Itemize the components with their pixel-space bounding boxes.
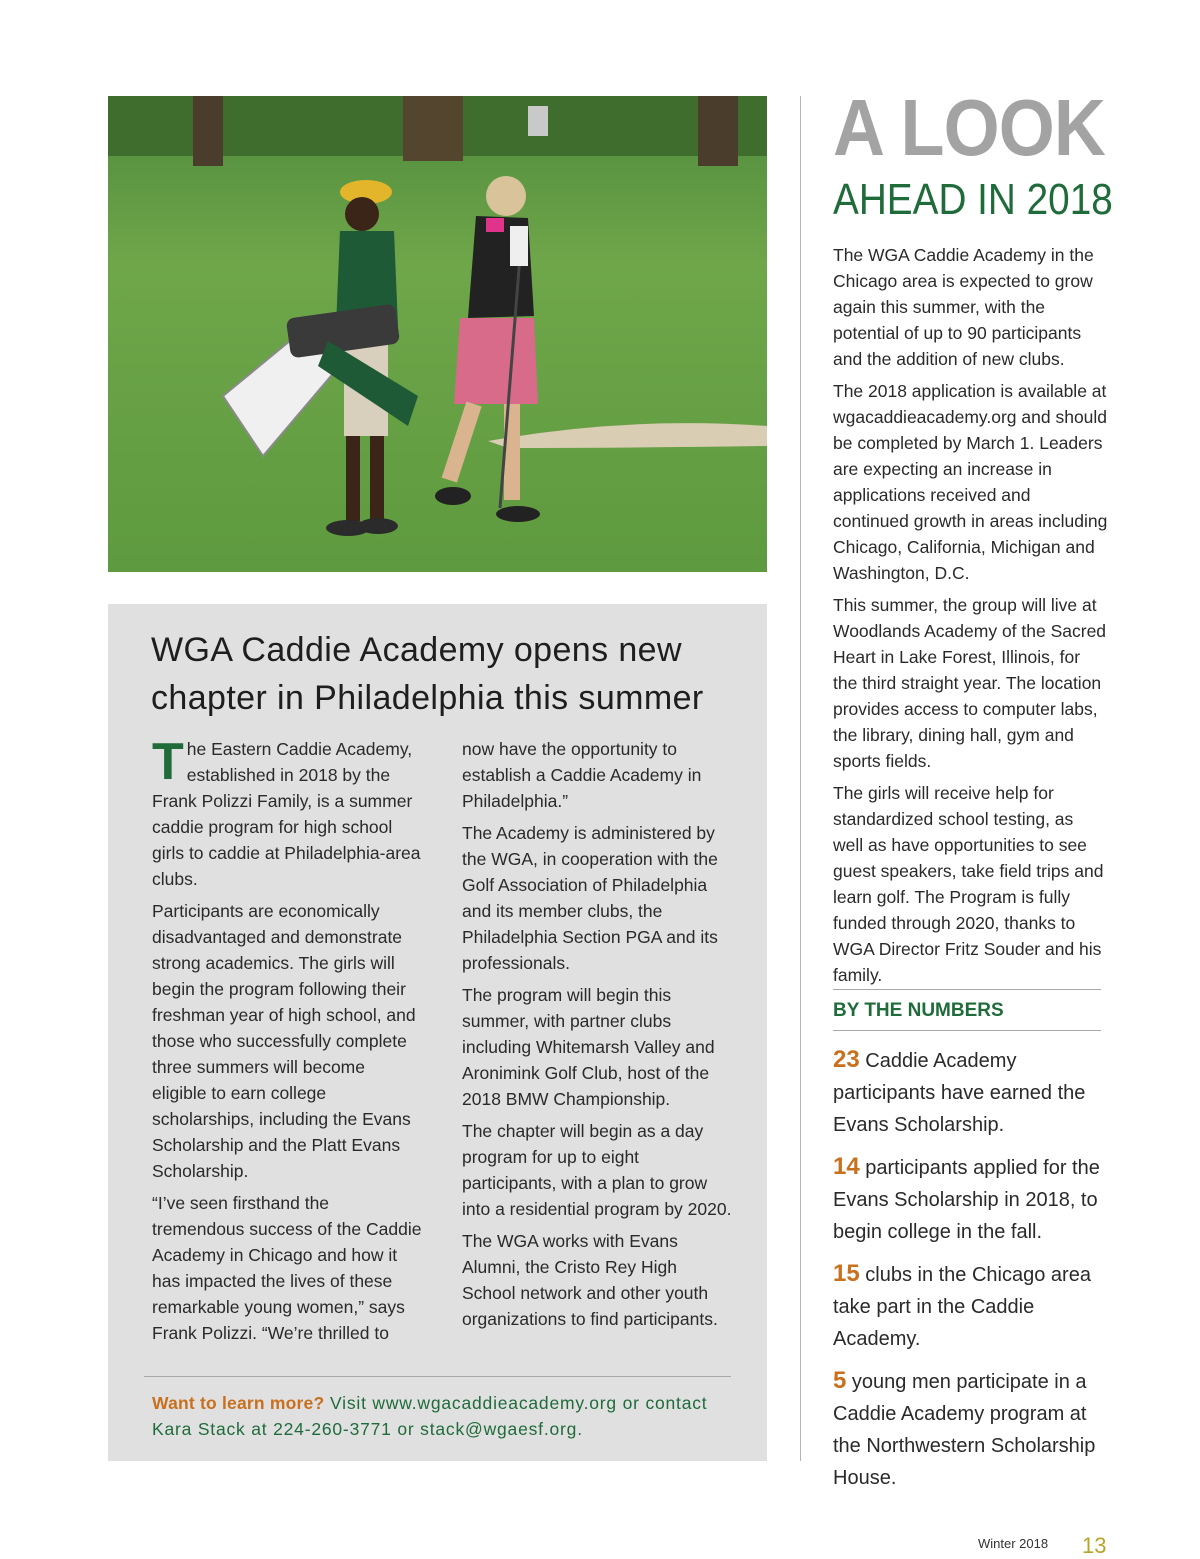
- stat-item: [833, 1044, 1108, 1141]
- sidebar-paragraph: The 2018 application is available at wgacaddieacademy.org and should be completed by March 1. Leaders are expecting an increase in applications received and continued growth in areas including Chicago, California, Michigan and Washington, D.C.: [833, 381, 1108, 583]
- story-paragraph: Participants are economically disadvantaged and demonstrate strong academics. The girls will begin the program following their freshman year of high school, and those who successfully complete three summers will become eligible to earn college scholarships, including the Evans Scholarship and the Platt Evans Scholarship.: [152, 901, 416, 1181]
- stat-value: 14: [833, 1153, 860, 1180]
- column-divider: [800, 96, 801, 1461]
- story-paragraph: The Academy is administered by the WGA, in cooperation with the Golf Association of Philadelphia and its member clubs, the Philadelphia Section PGA and its professionals.: [462, 823, 718, 973]
- sidebar-paragraph: This summer, the group will live at Woodlands Academy of the Sacred Heart in Lake Forest, Illinois, for the third straight year. The location provides access to computer labs, the library, dining hall, gym and sports fields.: [833, 595, 1107, 771]
- sidebar-subheading: AHEAD IN 2018: [833, 175, 1113, 224]
- stat-value: 15: [833, 1260, 860, 1287]
- story-box: [108, 604, 767, 1461]
- drop-cap: T: [152, 733, 184, 791]
- numbers-list: [833, 1044, 1108, 1504]
- story-paragraph: The WGA works with Evans Alumni, the Cristo Rey High School network and other youth organizations to find participants.: [462, 1231, 718, 1329]
- story-paragraph: The chapter will begin as a day program for up to eight participants, with a plan to grow into a residential program by 2020.: [462, 1121, 732, 1219]
- sidebar-paragraph: The WGA Caddie Academy in the Chicago area is expected to grow again this summer, with the potential of up to 90 participants and the addition of new clubs.: [833, 245, 1094, 369]
- story-column-1: [152, 733, 422, 1352]
- sidebar-paragraph: The girls will receive help for standardized school testing, as well as have opportunities to see guest speakers, take field trips and learn golf. The Program is fully funded through 2020, thanks to WGA Director Fritz Souder and his family.: [833, 783, 1104, 985]
- story-paragraph-text: he Eastern Caddie Academy, established in 2018 by the Frank Polizzi Family, is a summer caddie program for high school girls to caddie at Philadelphia-area clubs.: [152, 739, 421, 889]
- story-paragraph: The program will begin this summer, with partner clubs including Whitemarsh Valley and Aronimink Golf Club, host of the 2018 BMW Championship.: [462, 985, 715, 1109]
- story-title: WGA Caddie Academy opens new chapter in Philadelphia this summer: [151, 631, 704, 717]
- stat-text: clubs in the Chicago area take part in the Caddie Academy.: [833, 1264, 1091, 1350]
- learn-more-contact[interactable]: Visit www.wgacaddieacademy.org or contact Kara Stack at 224-260-3771 or stack@wgaesf.org.: [152, 1393, 708, 1439]
- sidebar: [833, 83, 1113, 994]
- sidebar-heading: A LOOK: [833, 83, 1105, 172]
- stat-item: [833, 1365, 1108, 1494]
- golf-photo: [108, 96, 767, 572]
- stat-text: Caddie Academy participants have earned the Evans Scholarship.: [833, 1050, 1086, 1136]
- stat-value: 23: [833, 1046, 860, 1073]
- sidebar-body: [833, 242, 1108, 988]
- stat-value: 5: [833, 1367, 847, 1394]
- divider: [144, 1376, 731, 1377]
- stat-item: [833, 1258, 1108, 1355]
- golf-photo-illustration: [108, 96, 767, 572]
- story-paragraph: “I’ve seen firsthand the tremendous success of the Caddie Academy in Chicago and how it has impacted the lives of these remarkable young women,” says Frank Polizzi. “We’re thrilled to: [152, 1193, 422, 1343]
- stat-text: young men participate in a Caddie Academy program at the Northwestern Scholarship House.: [833, 1371, 1096, 1489]
- story-paragraph: now have the opportunity to establish a Caddie Academy in Philadelphia.”: [462, 739, 702, 811]
- story-column-2: [462, 736, 732, 1338]
- story-paragraph: [152, 733, 422, 892]
- stat-item: [833, 1151, 1108, 1248]
- stat-text: participants applied for the Evans Scholarship in 2018, to begin college in the fall.: [833, 1157, 1100, 1243]
- learn-more-callout: [152, 1390, 742, 1442]
- learn-more-label: Want to learn more?: [152, 1393, 325, 1413]
- page-number: 13: [1082, 1533, 1107, 1558]
- issue-label: Winter 2018: [978, 1536, 1049, 1551]
- numbers-heading: BY THE NUMBERS: [833, 989, 1101, 1031]
